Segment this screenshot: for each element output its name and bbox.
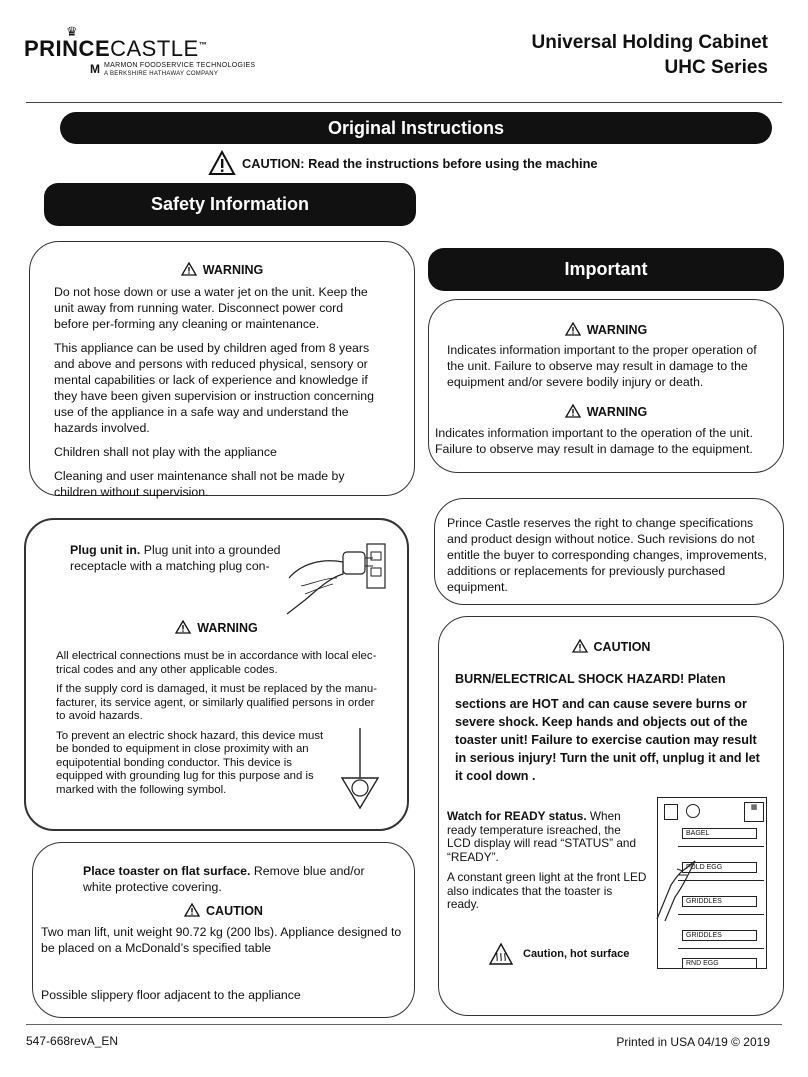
shelf-label: BAGEL (682, 828, 757, 839)
hot-surface-label (489, 943, 629, 965)
warning-label: WARNING (586, 405, 648, 419)
warning-label: WARNING (197, 621, 258, 635)
company-logo (24, 36, 207, 62)
lcd-display-icon: ▦ (744, 802, 764, 822)
shelf-divider (678, 948, 764, 949)
green-light-text: A constant green light at the front LED also indicates that the toaster is ready. (447, 870, 647, 911)
important-warning-header-2 (429, 404, 783, 419)
reserve-rights-box (434, 498, 784, 605)
place-text: Remove blue and/or white protective covering. (83, 864, 365, 894)
plug-paragraph: All electrical connections must be in accordance with local elec-trical codes and any other applicable codes. (56, 650, 377, 676)
logo-crown-icon: ♛ (66, 24, 78, 39)
plug-in-instruction (70, 542, 302, 574)
pointing-hand-icon (649, 855, 701, 925)
caution-label: CAUTION (206, 904, 263, 918)
logo-prince: PRINCE (24, 36, 111, 61)
safety-warning-box (29, 241, 415, 499)
shelf-divider (678, 846, 764, 847)
hot-surface-text: Caution, hot surface (523, 948, 630, 960)
safety-information-heading: Safety Information (44, 183, 416, 226)
caution-label: CAUTION (593, 640, 651, 654)
plug-in-text: Plug unit into a grounded receptacle with a matching plug con- (70, 543, 281, 573)
title-line-1: Universal Holding Cabinet (531, 32, 768, 53)
place-title: Place toaster on flat surface. (83, 864, 251, 878)
print-info: Printed in USA 04/19 © 2019 (616, 1035, 770, 1049)
safety-warning-text (54, 284, 378, 508)
important-heading: Important (428, 248, 784, 291)
logo-castle: CASTLE (110, 36, 199, 61)
marmon-logo-icon: M (90, 62, 100, 76)
safety-paragraph: Cleaning and user maintenance shall not be made by children without supervision. (54, 469, 345, 499)
warning-triangle-icon (572, 639, 588, 653)
original-instructions-banner: Original Instructions (60, 112, 772, 144)
caution-hot-box (438, 616, 784, 1016)
important-warning-text-1: Indicates information important to the proper operation of the unit. Failure to observe may result in damage to the equipment and/or severe bodily injury or death. (447, 343, 757, 389)
ready-status-instruction (447, 810, 647, 864)
safety-paragraph: This appliance can be used by children aged from 8 years and above and persons with reduced physical, sensory or mental capabilities or lack of experience and knowledge if they have been given supervision or instruction concerning use of the appliance in a safe way and understand the hazards involved. (54, 341, 374, 435)
caution-header (439, 639, 783, 654)
document-title (532, 30, 768, 80)
warning-triangle-icon (208, 150, 236, 176)
important-warning-text-2: Indicates information important to the operation of the unit. Failure to observe may result in damage to the equipment. (435, 426, 753, 456)
plug-paragraph: To prevent an electric shock hazard, this device must be bonded to equipment in close proximity with an equipotential bonding conductor. This device is equipped with grounding lug for this purpose and is marked with the following symbol. (56, 729, 324, 796)
place-instruction (83, 863, 383, 895)
document-number: 547-668revA_EN (26, 1034, 119, 1048)
shelf-label: GRIDDLES (682, 896, 757, 907)
ready-title: Watch for READY status. (447, 809, 587, 823)
logo-tm: ™ (198, 40, 208, 50)
plug-illustration (281, 538, 391, 618)
reserve-rights-text: Prince Castle reserves the right to change specifications and product design without notice. Such revisions do not entitle the buyer to corresponding changes, improvements, additions or replacements for previously purchased equipment. (447, 516, 767, 594)
place-caution-header (33, 903, 414, 918)
logo-subtitle-1: MARMON FOODSERVICE TECHNOLOGIES (104, 62, 256, 69)
title-line-2: UHC Series (664, 57, 768, 78)
warning-triangle-icon (175, 620, 191, 634)
equipotential-symbol-icon (338, 728, 382, 818)
plug-warning-header (26, 620, 407, 635)
warning-triangle-icon (565, 322, 581, 336)
warning-label: WARNING (202, 263, 264, 277)
warning-label: WARNING (586, 323, 648, 337)
important-box (428, 299, 784, 473)
plug-in-title: Plug unit in. (70, 543, 141, 557)
place-toaster-box (32, 842, 415, 1018)
plug-in-box (24, 518, 409, 831)
general-caution-text: CAUTION: Read the instructions before using the machine (242, 155, 598, 171)
safety-paragraph: Children shall not play with the appliance (54, 445, 277, 459)
hot-surface-icon (489, 943, 513, 965)
header-divider (26, 102, 782, 103)
general-caution (208, 148, 598, 178)
place-caution-text: Two man lift, unit weight 90.72 kg (200 lbs). Appliance designed to be placed on a McDonald’s specified table (41, 925, 402, 955)
led-indicator-icon (686, 804, 700, 818)
ready-text: When ready temperature isreached, the LCD display will read “STATUS” and “READY”. (447, 809, 637, 864)
burn-hazard-line-1: BURN/ELECTRICAL SHOCK HAZARD! Platen (455, 672, 726, 686)
shelf-label: GRIDDLES (682, 930, 757, 941)
place-floor-text: Possible slippery floor adjacent to the appliance (41, 988, 301, 1002)
power-switch-icon (664, 804, 678, 820)
footer-divider (26, 1024, 782, 1025)
important-warning-header-1 (429, 322, 783, 337)
warning-triangle-icon (181, 262, 197, 276)
plug-warning-text (56, 650, 386, 797)
warning-triangle-icon (184, 903, 200, 917)
logo-subtitle-2: A BERKSHIRE HATHAWAY COMPANY (104, 71, 219, 77)
plug-paragraph: If the supply cord is damaged, it must be replaced by the manu-facturer, its service agent, or similarly qualified persons in order to avoid hazards. (56, 683, 378, 722)
shelf-label: FOLD EGG (682, 862, 757, 873)
burn-hazard-text: sections are HOT and can cause severe burns or severe shock. Keep hands and objects out of the toaster unit! Failure to exercise caution may result in serious injury! Turn the unit off, unplug it and let it cool down . (455, 697, 760, 783)
shelf-label: RND EGG (682, 958, 757, 969)
safety-paragraph: Do not hose down or use a water jet on the unit. Keep the unit away from running water. Disconnect power cord before per-forming any cleaning or maintenance. (54, 285, 368, 331)
safety-warning-header (30, 262, 414, 277)
warning-triangle-icon (565, 404, 581, 418)
